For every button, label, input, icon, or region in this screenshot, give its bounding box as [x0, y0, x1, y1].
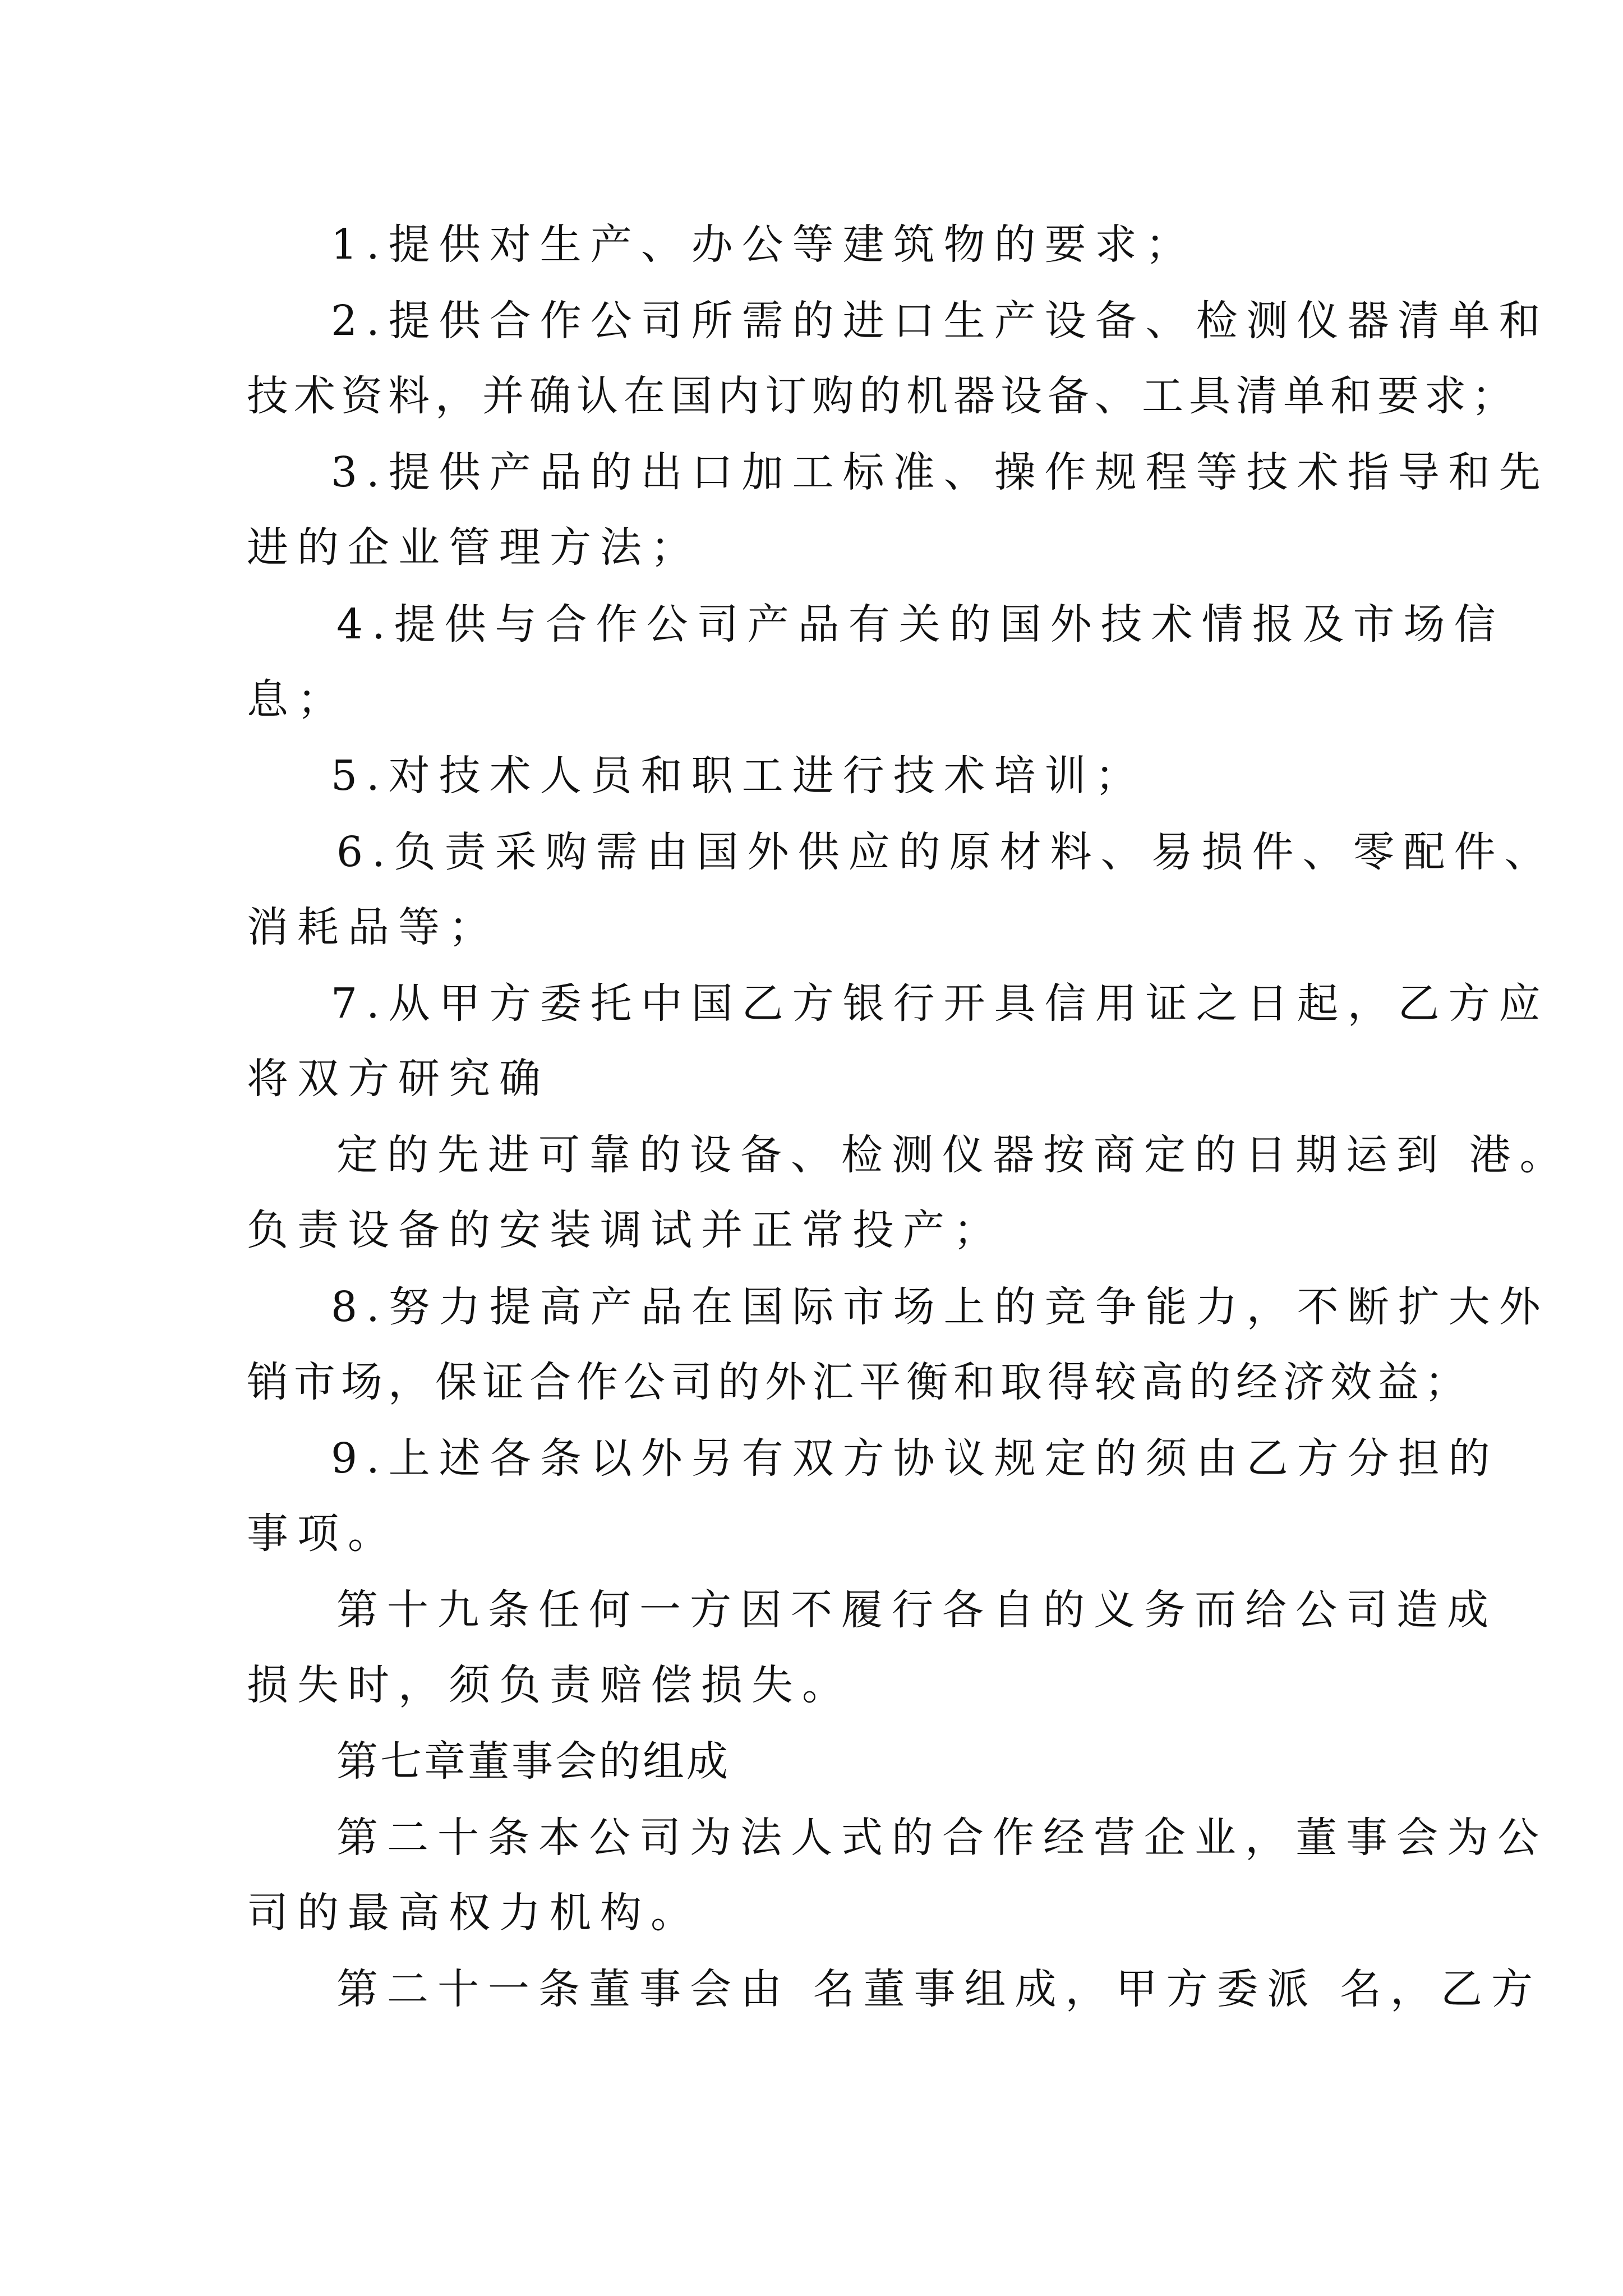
list-item-6-line-2: 消耗品等； — [247, 903, 499, 951]
list-item-8-line-1: 8.努力提高产品在国际市场上的竞争能力，不断扩大外 — [331, 1283, 1550, 1331]
list-item-5: 5.对技术人员和职工进行技术培训； — [331, 752, 1146, 800]
article-19-line-1: 第十九条任何一方因不履行各自的义务而给公司造成 — [336, 1586, 1497, 1634]
list-item-9-line-1: 9.上述各条以外另有双方协议规定的须由乙方分担的 — [331, 1434, 1499, 1483]
article-21-line-1: 第二十一条董事会由 名董事组成，甲方委派 名，乙方 — [336, 1965, 1542, 2013]
list-item-7-line-1: 7.从甲方委托中国乙方银行开具信用证之日起，乙方应 — [331, 979, 1550, 1028]
article-20-line-1: 第二十条本公司为法人式的合作经营企业，董事会为公 — [336, 1814, 1548, 1862]
list-item-1: 1.提供对生产、办公等建筑物的要求； — [331, 220, 1196, 269]
article-19-line-2: 损失时，须负责赔偿损失。 — [247, 1661, 852, 1709]
list-item-6-line-1: 6.负责采购需由国外供应的原材料、易损件、零配件、 — [336, 828, 1555, 876]
list-item-7-line-2: 将双方研究确 — [247, 1055, 550, 1103]
chapter-7-heading: 第七章董事会的组成 — [336, 1737, 730, 1786]
list-item-7-line-3: 定的先进可靠的设备、检测仪器按商定的日期运到 港。 — [336, 1131, 1570, 1179]
list-item-3-line-2: 进的企业管理方法； — [247, 523, 701, 572]
list-item-9-line-2: 事项。 — [247, 1510, 398, 1558]
list-item-4-line-2: 息； — [247, 675, 348, 724]
list-item-7-line-4: 负责设备的安装调试并正常投产； — [247, 1206, 1004, 1254]
list-item-8-line-2: 销市场，保证合作公司的外汇平衡和取得较高的经济效益； — [247, 1358, 1472, 1406]
article-20-line-2: 司的最高权力机构。 — [247, 1889, 701, 1937]
list-item-2-line-2: 技术资料，并确认在国内订购的机器设备、工具清单和要求； — [247, 372, 1519, 420]
list-item-4-line-1: 4.提供与合作公司产品有关的国外技术情报及市场信 — [336, 600, 1505, 648]
list-item-3-line-1: 3.提供产品的出口加工标准、操作规程等技术指导和先 — [331, 448, 1550, 496]
list-item-2-line-1: 2.提供合作公司所需的进口生产设备、检测仪器清单和 — [331, 297, 1550, 345]
